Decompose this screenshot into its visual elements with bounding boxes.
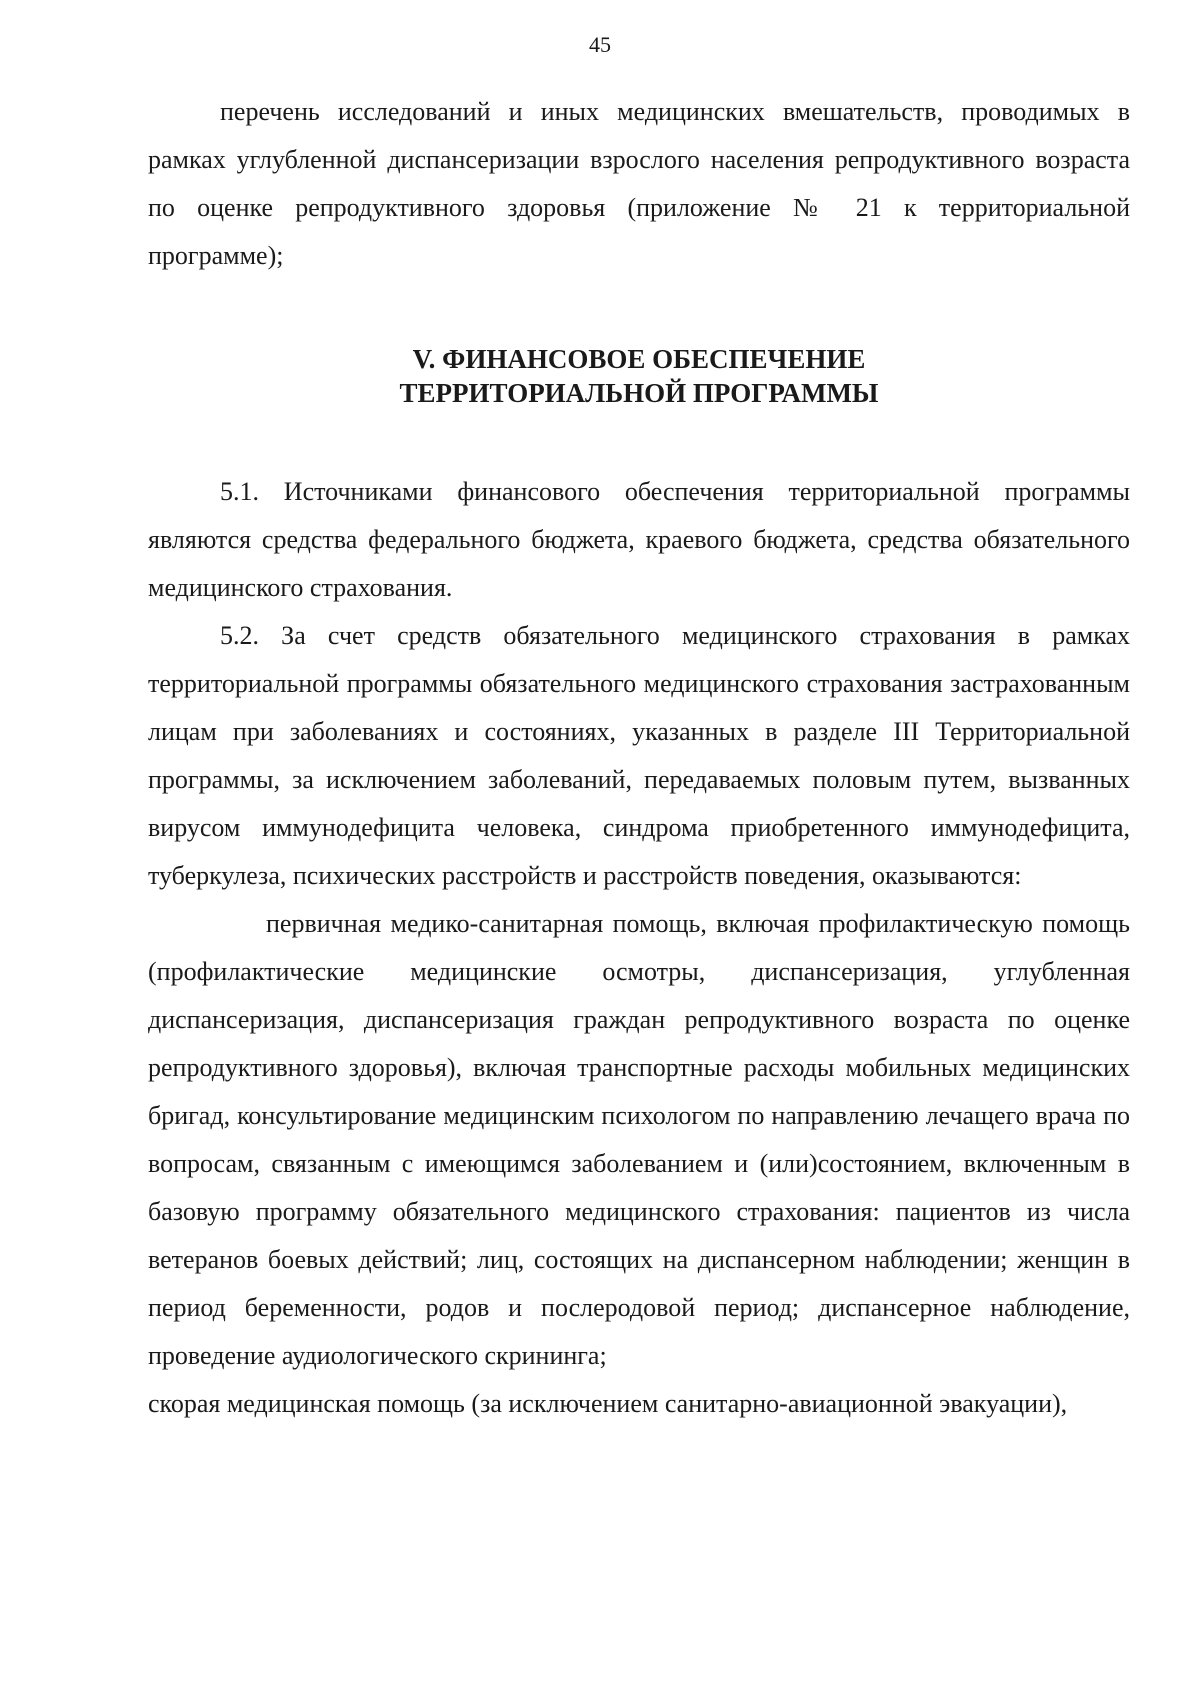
paragraph-5-1: 5.1. Источниками финансового обеспечения территориальной программы являются средства федерального бюджета, краевого бюджета, средства обязательного медицинского страхования. [148,477,1130,602]
paragraph-emergency-care: скорая медицинская помощь (за исключением санитарно-авиационной эвакуации), [148,1389,1068,1418]
intro-paragraph: перечень исследований и иных медицинских вмешательств, проводимых в рамках углубленной диспансеризации взрослого населения репродуктивного возраста по оценке репродуктивного здоровья (приложение № 21 к территориальной программе); [148,97,1130,270]
paragraph-primary-care: первичная медико-санитарная помощь, включая профилактическую помощь (профилактические медицинские осмотры, диспансеризация, углубленная диспансеризация, диспансеризация граждан репродуктивного возраста по оценке репродуктивного здоровья), включая транспортные расходы мобильных медицинских бригад, консультирование медицинским психологом по направлению лечащего врача по вопросам, связанным с имеющимся заболеванием и (или)состоянием, включенным в базовую программу обязательного медицинского страхования: пациентов из числа ветеранов боевых действий; лиц, состоящих на диспансерном наблюдении; женщин в период беременности, родов и послеродовой период; диспансерное наблюдение, проведение аудиологического скрининга; [148,909,1130,1370]
paragraph-5-2: 5.2. За счет средств обязательного медицинского страхования в рамках территориальной программы обязательного медицинского страхования застрахованным лицам при заболеваниях и состояниях, указанных в разделе III Территориальной программы, за исключением заболеваний, передаваемых половым путем, вызванных вирусом иммунодефицита человека, синдрома приобретенного иммунодефицита, туберкулеза, психических расстройств и расстройств поведения, оказываются: [148,621,1130,890]
section-heading-line-2: ТЕРРИТОРИАЛЬНОЙ ПРОГРАММЫ [399,378,879,408]
page-number: 45 [589,32,611,57]
section-heading [148,342,1130,410]
document-body [148,88,1130,1428]
section-heading-line-1: V. ФИНАНСОВОЕ ОБЕСПЕЧЕНИЕ [412,344,866,374]
